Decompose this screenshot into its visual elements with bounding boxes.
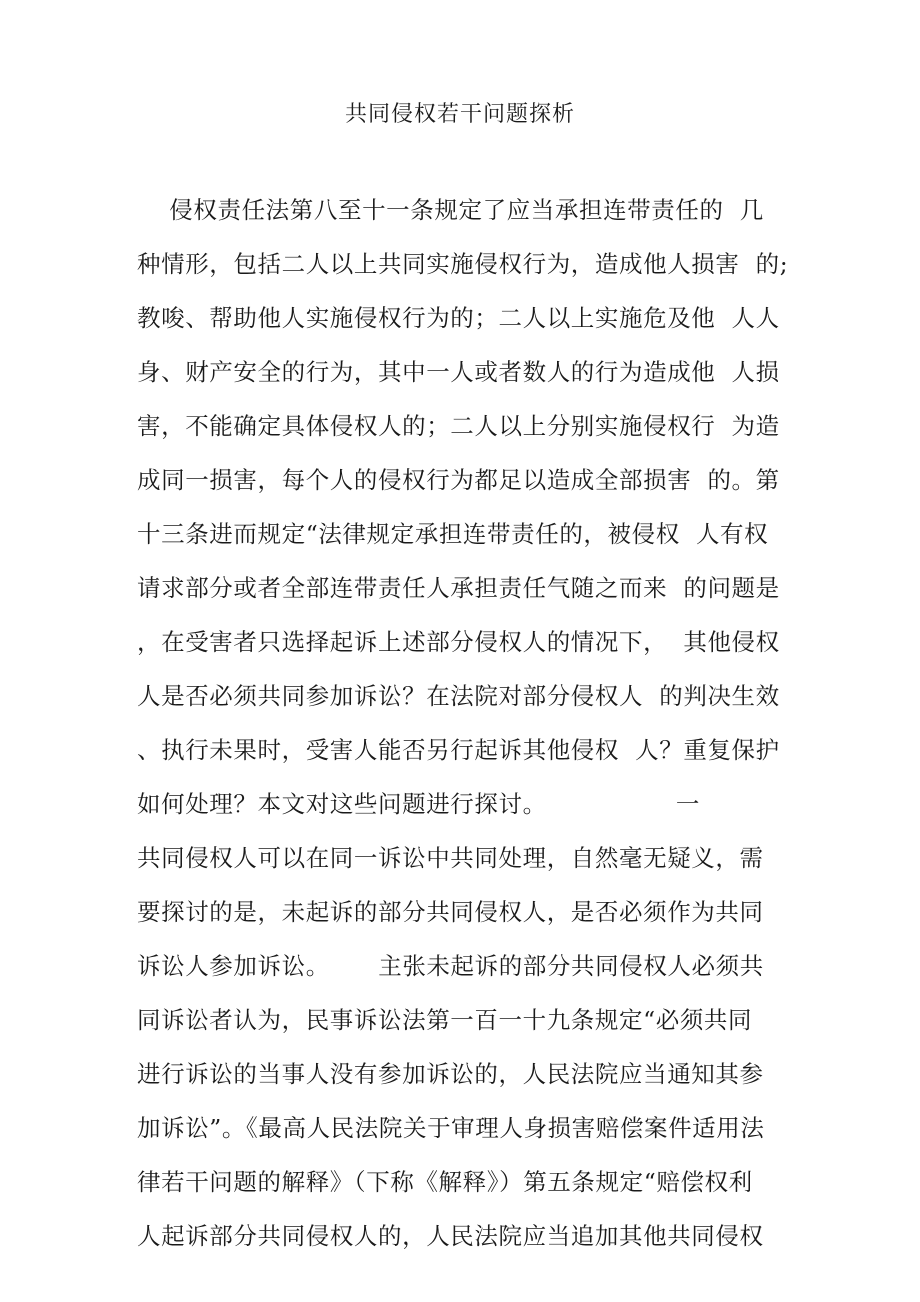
body-line: 律若干问题的解释》（下称《解释》）第五条规定“赔偿权利 bbox=[137, 1168, 753, 1196]
body-line: 人起诉部分共同侵权人的，人民法院应当追加其他共同侵权 bbox=[137, 1222, 764, 1250]
body-line: ，在受害者只选择起诉上述部分侵权人的情况下， 其他侵权 bbox=[137, 628, 780, 656]
body-line: 成同一损害，每个人的侵权行为都足以造成全部损害 的。第 bbox=[137, 466, 780, 494]
body-line: 害，不能确定具体侵权人的；二人以上分别实施侵权行 为造 bbox=[137, 412, 780, 440]
document-body bbox=[137, 190, 797, 1270]
document-title: 共同侵权若干问题探析 bbox=[344, 102, 575, 127]
body-line: 身、财产安全的行为，其中一人或者数人的行为造成他 人损 bbox=[137, 358, 780, 386]
body-line: 共同侵权人可以在同一诉讼中共同处理，自然毫无疑义，需 bbox=[137, 844, 764, 872]
body-line: 进行诉讼的当事人没有参加诉讼的，人民法院应当通知其参 bbox=[137, 1060, 764, 1088]
body-line: 加诉讼”。《最高人民法院关于审理人身损害赔偿案件适用法 bbox=[137, 1114, 765, 1142]
body-line: 种情形，包括二人以上共同实施侵权行为，造成他人损害 的; bbox=[137, 250, 789, 278]
body-line: 、执行未果时，受害人能否另行起诉其他侵权 人？重复保护 bbox=[137, 736, 780, 764]
body-line: 侵权责任法第八至十一条规定了应当承担连带责任的 几 bbox=[137, 196, 764, 224]
body-line: 教唆、帮助他人实施侵权行为的；二人以上实施危及他 人人 bbox=[137, 304, 780, 332]
body-line: 诉讼人参加诉讼。 主张未起诉的部分共同侵权人必须共 bbox=[137, 952, 764, 980]
body-line: 请求部分或者全部连带责任人承担责任气随之而来 的问题是 bbox=[137, 574, 780, 602]
body-line: 十三条进而规定“法律规定承担连带责任的，被侵权 人有权 bbox=[137, 520, 769, 548]
body-line: 同诉讼者认为，民事诉讼法第一百一十九条规定“必须共同 bbox=[137, 1006, 753, 1034]
body-line: 要探讨的是，未起诉的部分共同侵权人，是否必须作为共同 bbox=[137, 898, 764, 926]
body-line: 人是否必须共同参加诉讼？在法院对部分侵权人 的判决生效 bbox=[137, 682, 780, 710]
body-line: 如何处理？本文对这些问题进行探讨。 一 bbox=[137, 790, 700, 818]
